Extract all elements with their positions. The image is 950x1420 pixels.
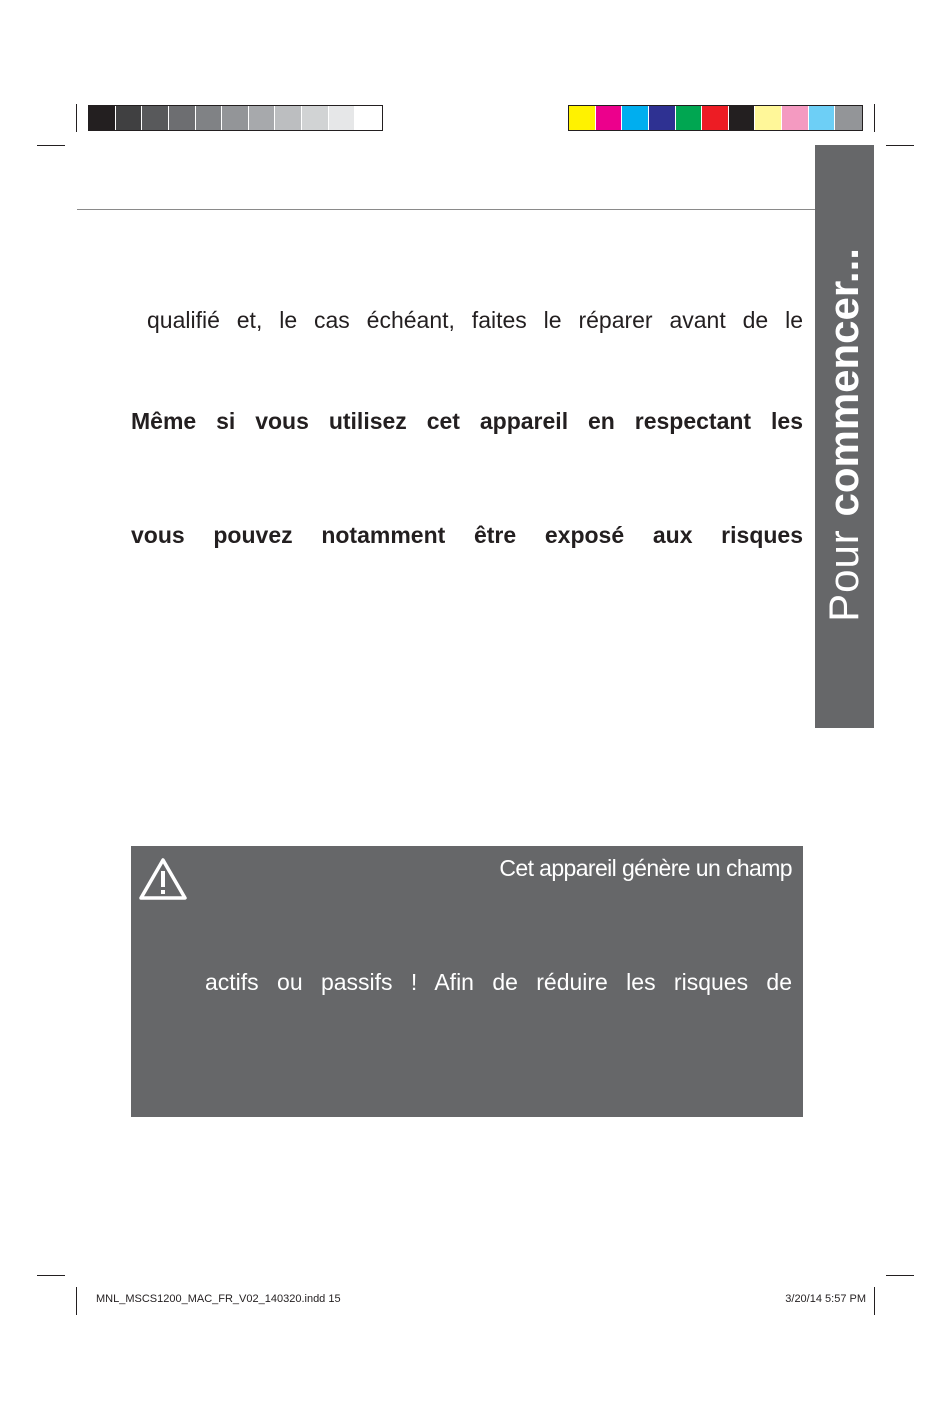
color-swatch	[355, 106, 382, 130]
color-swatch	[596, 106, 623, 130]
color-swatch	[649, 106, 676, 130]
header-rule	[77, 209, 815, 210]
body-paragraph-2: Même si vous utilisez cet appareil en respectant les	[131, 408, 803, 434]
crop-mark	[76, 1287, 77, 1315]
color-swatch	[622, 106, 649, 130]
side-tab-title	[820, 248, 867, 622]
warning-text-line-1: Cet appareil génère un champ	[499, 855, 792, 881]
side-tab-title-light: Pour	[820, 516, 867, 622]
crop-mark	[37, 145, 65, 146]
grayscale-color-bar	[88, 105, 383, 131]
footer-file-slug: MNL_MSCS1200_MAC_FR_V02_140320.indd 15	[96, 1293, 341, 1305]
crop-mark	[37, 1275, 65, 1276]
color-swatch	[275, 106, 302, 130]
crop-mark	[76, 104, 77, 132]
color-swatch	[302, 106, 329, 130]
color-swatch	[809, 106, 836, 130]
color-swatch	[329, 106, 356, 130]
crop-mark	[886, 1275, 914, 1276]
color-swatch	[89, 106, 116, 130]
crop-mark	[874, 104, 875, 132]
color-swatch	[676, 106, 703, 130]
color-swatch	[222, 106, 249, 130]
process-color-bar	[568, 105, 863, 131]
warning-text-line-2: actifs ou passifs ! Afin de réduire les risques de	[205, 969, 792, 995]
color-swatch	[835, 106, 862, 130]
body-paragraph-1: qualifié et, le cas échéant, faites le réparer avant de le	[147, 307, 803, 333]
color-swatch	[249, 106, 276, 130]
crop-mark	[874, 1287, 875, 1315]
color-swatch	[196, 106, 223, 130]
warning-box	[131, 846, 803, 1117]
color-swatch	[169, 106, 196, 130]
warning-triangle-icon	[138, 856, 188, 902]
color-swatch	[702, 106, 729, 130]
color-swatch	[782, 106, 809, 130]
section-side-tab	[815, 145, 874, 728]
side-tab-title-bold: commencer...	[820, 248, 867, 517]
footer-date-slug: 3/20/14 5:57 PM	[785, 1293, 866, 1305]
color-swatch	[755, 106, 782, 130]
color-swatch	[116, 106, 143, 130]
body-paragraph-3: vous pouvez notamment être exposé aux risques	[131, 522, 803, 548]
color-swatch	[729, 106, 756, 130]
color-swatch	[569, 106, 596, 130]
color-swatch	[142, 106, 169, 130]
crop-mark	[886, 145, 914, 146]
